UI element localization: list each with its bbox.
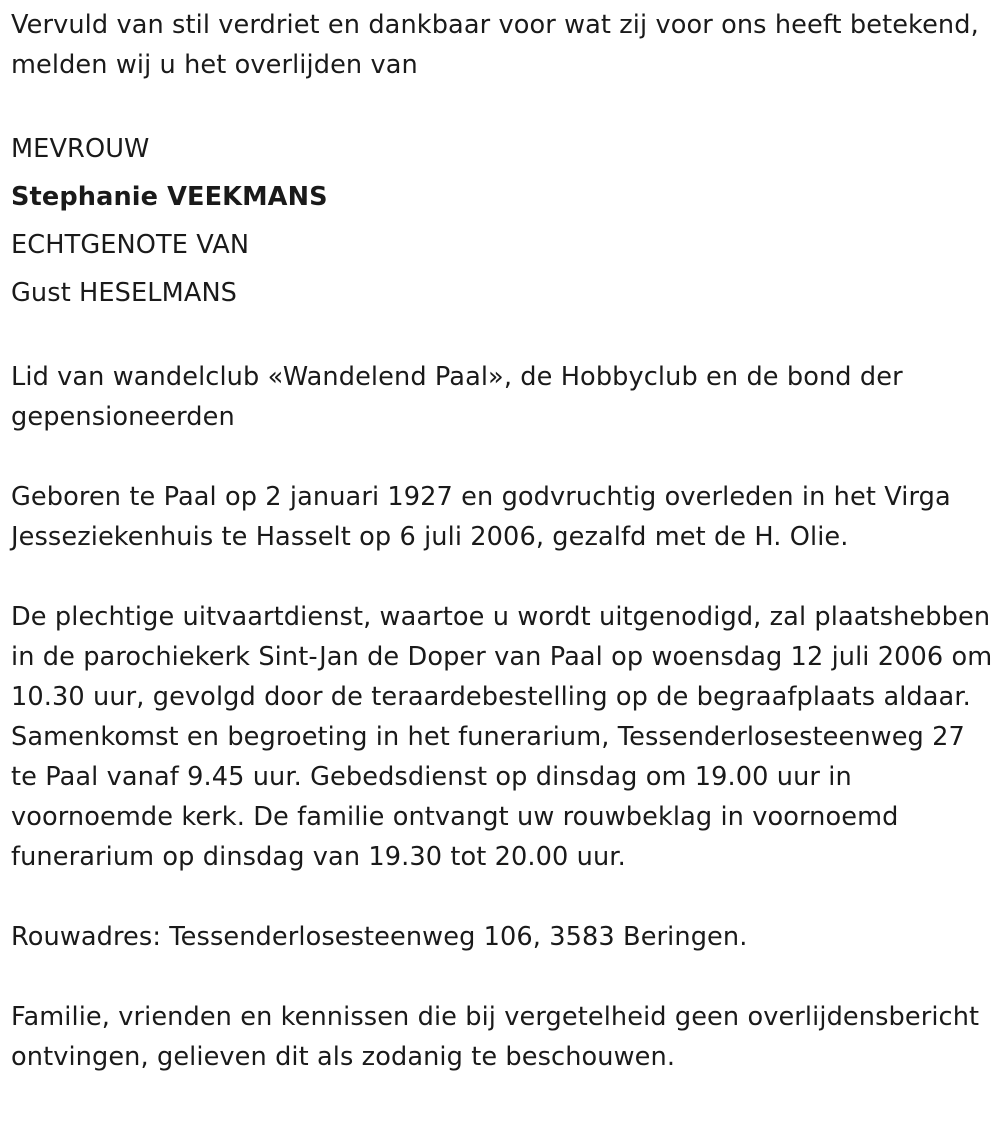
mourning-address: Rouwadres: Tessenderlosesteenweg 106, 3583 Beringen. (11, 922, 748, 952)
funeral-service-paragraph: De plechtige uitvaartdienst, waartoe u wordt uitgenodigd, zal plaatshebben in de parochiekerk Sint-Jan de Doper van Paal op woensdag 12 juli 2006 om 10.30 uur, gevolgd door de teraardebestelling op de begraafplaats aldaar. Samenkomst en begroeting in het funerarium, Tessenderlosesteenweg 27 te Paal vanaf 9.45 uur. Gebedsdienst op dinsdag om 19.00 uur in voornoemde kerk. De familie ontvangt uw rouwbeklag in voornoemd funerarium op dinsdag van 19.30 tot 20.00 uur. (11, 602, 993, 872)
deceased-name: Stephanie VEEKMANS (11, 182, 328, 212)
obituary-notice (11, 5, 996, 1077)
spouse-name: Gust HESELMANS (11, 278, 238, 308)
membership-paragraph: Lid van wandelclub «Wandelend Paal», de Hobbyclub en de bond der gepensioneerden (11, 362, 903, 432)
birth-death-paragraph: Geboren te Paal op 2 januari 1927 en godvruchtig overleden in het Virga Jesseziekenhuis te Hasselt op 6 juli 2006, gezalfd met de H. Olie. (11, 482, 951, 552)
honorific: MEVROUW (11, 134, 150, 164)
closing-paragraph: Familie, vrienden en kennissen die bij vergetelheid geen overlijdensbericht ontvingen, gelieven dit als zodanig te beschouwen. (11, 1002, 980, 1072)
intro-paragraph: Vervuld van stil verdriet en dankbaar voor wat zij voor ons heeft betekend, melden wij u het overlijden van (11, 10, 979, 80)
relation-label: ECHTGENOTE VAN (11, 230, 250, 260)
